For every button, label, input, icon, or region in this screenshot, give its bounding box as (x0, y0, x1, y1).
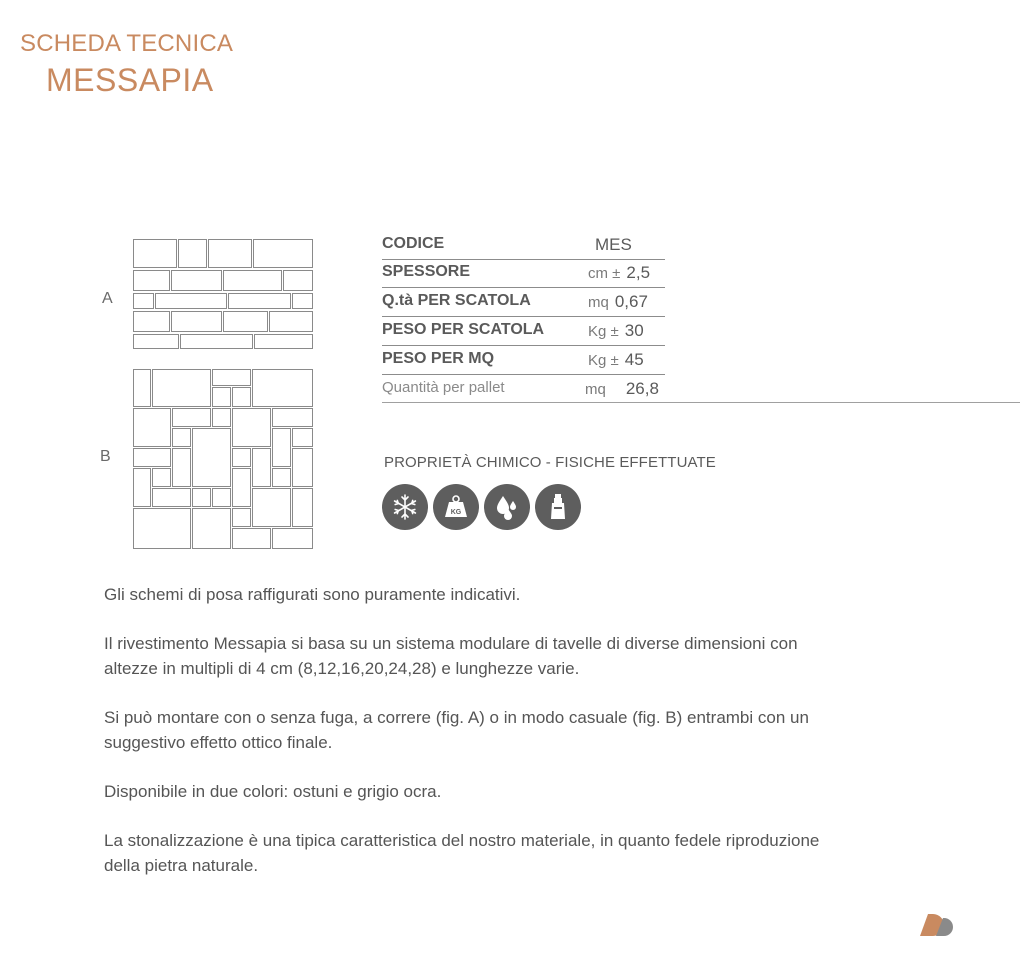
spec-number: MES (595, 235, 632, 254)
spec-value (588, 263, 650, 283)
spec-number: 2,5 (626, 263, 651, 282)
spec-value (585, 379, 659, 399)
divider (382, 402, 1020, 403)
description-paragraph: Gli schemi di posa raffigurati sono puramente indicativi. (104, 585, 521, 604)
spec-row-qta-scatola (382, 289, 672, 317)
document-subtitle: SCHEDA TECNICA (20, 30, 234, 57)
description-paragraph: La stonalizzazione è una tipica caratteristica del nostro materiale, in quanto fedele riproduzione della pietra naturale. (104, 831, 820, 875)
description-paragraph: Il rivestimento Messapia si basa su un sistema modulare di tavelle di diverse dimensioni con altezze in multipli di 4 cm (8,12,16,20,24,28) e lunghezze varie. (104, 634, 798, 678)
spec-value (588, 321, 644, 341)
description-paragraph: Disponibile in due colori: ostuni e grigio ocra. (104, 782, 442, 801)
pattern-a-running-bond (133, 239, 313, 354)
spec-row-peso-mq (382, 347, 672, 375)
spec-number: 30 (624, 321, 644, 340)
bottle-icon (535, 484, 581, 530)
spec-value (588, 350, 644, 370)
brand-logo (916, 912, 956, 943)
spec-number: 26,8 (625, 379, 659, 398)
spec-value (589, 235, 632, 255)
spec-label: PESO PER MQ (382, 350, 495, 367)
spec-label: PESO PER SCATOLA (382, 321, 545, 338)
product-title: MESSAPIA (46, 62, 214, 98)
spec-number: 45 (624, 350, 644, 369)
spec-row-codice (382, 232, 672, 260)
description (104, 582, 824, 902)
spec-unit: mq (588, 294, 609, 311)
spec-row-pallet (382, 376, 672, 404)
figure-b-label: B (100, 448, 111, 465)
spec-label: Q.tà PER SCATOLA (382, 292, 531, 309)
spec-label: Quantità per pallet (382, 379, 505, 396)
spec-label: SPESSORE (382, 263, 471, 280)
pattern-b-random (133, 369, 313, 554)
divider (382, 374, 665, 375)
figure-a-label: A (102, 290, 113, 307)
spec-unit: cm ± (588, 265, 621, 282)
svg-text:KG: KG (450, 509, 462, 516)
properties-heading: PROPRIETÀ CHIMICO - FISICHE EFFETTUATE (384, 454, 716, 471)
spec-row-spessore (382, 260, 672, 288)
properties-icons (382, 484, 581, 530)
spec-unit: Kg ± (588, 323, 619, 340)
spec-unit: mq (585, 381, 606, 398)
spec-number: 0,67 (614, 292, 648, 311)
water-drop-icon (484, 484, 530, 530)
weight-kg-icon (433, 484, 479, 530)
divider (382, 345, 665, 346)
snowflake-icon (382, 484, 428, 530)
spec-unit: Kg ± (588, 352, 619, 369)
spec-row-peso-scatola (382, 318, 672, 346)
divider (382, 316, 665, 317)
divider (382, 287, 665, 288)
description-paragraph: Si può montare con o senza fuga, a correre (fig. A) o in modo casuale (fig. B) entrambi con un suggestivo effetto ottico finale. (104, 708, 809, 752)
spec-label: CODICE (382, 235, 445, 252)
spec-value (588, 292, 648, 312)
